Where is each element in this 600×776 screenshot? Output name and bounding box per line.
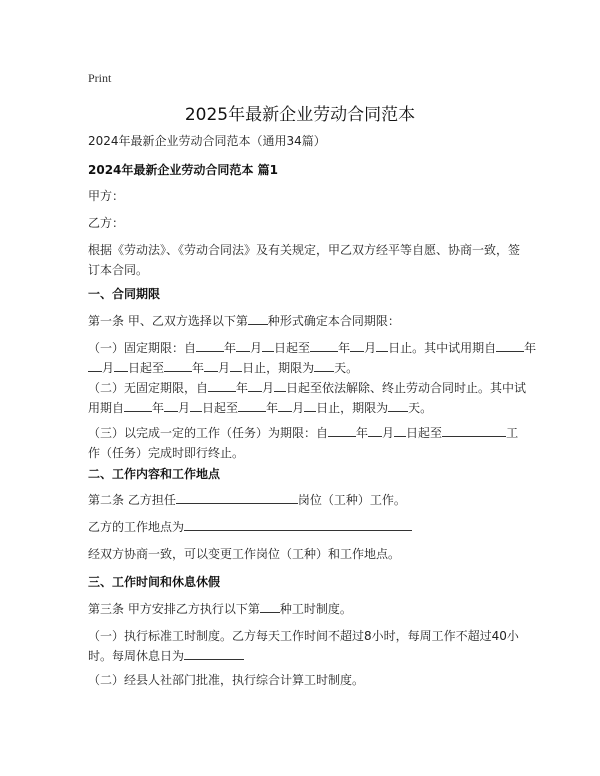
- blank-field: [278, 398, 292, 412]
- blank-field: [248, 378, 262, 392]
- work-place-line: [88, 517, 528, 537]
- blank-field: [262, 338, 274, 352]
- blank-field: [260, 599, 280, 613]
- blank-field: [114, 358, 128, 372]
- blank-field: [314, 358, 334, 372]
- text: 月: [292, 401, 305, 415]
- text: 日止。其中试用期自: [388, 341, 497, 355]
- text: 时。每周休息日为: [88, 649, 185, 663]
- part-title: 2024年最新企业劳动合同范本 篇1: [88, 163, 278, 177]
- blank-field: [248, 311, 268, 325]
- blank-field: [350, 338, 364, 352]
- text: 乙方的工作地点为: [88, 520, 185, 534]
- standard-hours-line-1: （一）执行标准工时制度。乙方每天工作时间不超过8小时，每周工作不超过40小: [88, 629, 519, 643]
- text: 天。: [334, 361, 359, 375]
- text: （二）无固定期限，自: [88, 381, 209, 395]
- blank-field: [208, 378, 236, 392]
- work-place-blank: [184, 517, 412, 531]
- open-term-line-2: [88, 398, 528, 418]
- text: 日止，期限为: [242, 361, 315, 375]
- text: 月: [250, 341, 263, 355]
- text: 种工时制度。: [279, 602, 352, 616]
- blank-field: [368, 423, 382, 437]
- blank-field: [376, 338, 388, 352]
- text: 日起至: [202, 401, 239, 415]
- blank-field: [394, 423, 406, 437]
- rest-day-blank: [184, 646, 244, 660]
- text: 日起至: [274, 341, 311, 355]
- text: 第三条 甲方安排乙方执行以下第: [88, 602, 260, 616]
- text: 用期自: [88, 401, 125, 415]
- text: （一）固定期限：自: [88, 341, 197, 355]
- text: 工: [506, 426, 519, 440]
- text: 岗位（工种）工作。: [297, 493, 406, 507]
- blank-field: [310, 338, 338, 352]
- blank-field: [388, 398, 408, 412]
- text: 年: [338, 341, 351, 355]
- blank-field: [274, 378, 286, 392]
- text: 第二条 乙方担任: [88, 493, 176, 507]
- blank-field: [196, 338, 224, 352]
- blank-field: [190, 398, 202, 412]
- blank-field: [304, 398, 316, 412]
- task-term-line-2: 作（任务）完成时即行终止。: [88, 446, 245, 460]
- text: 年: [356, 426, 369, 440]
- article-1-text-a: 第一条 甲、乙双方选择以下第: [88, 314, 248, 328]
- task-term-line-1: [88, 423, 528, 443]
- standard-hours-line-2: [88, 646, 528, 666]
- print-link[interactable]: Print: [88, 71, 112, 85]
- article-3: [88, 599, 528, 619]
- blank-field: [230, 358, 242, 372]
- blank-field: [164, 398, 178, 412]
- blank-field: [204, 358, 218, 372]
- blank-field: [238, 398, 266, 412]
- text: 年: [524, 341, 537, 355]
- blank-field: [442, 423, 506, 437]
- open-term-line-1: [88, 378, 528, 398]
- blank-field: [496, 338, 524, 352]
- section-2-heading: 二、工作内容和工作地点: [88, 467, 221, 481]
- text: 月: [218, 361, 231, 375]
- text: （三）以完成一定的工作（任务）为期限：自: [88, 426, 329, 440]
- party-a-label: 甲方：: [88, 189, 125, 203]
- text: 日起至依法解除、终止劳动合同时止。其中试: [286, 381, 527, 395]
- fixed-term-line-2: [88, 358, 528, 378]
- change-line: 经双方协商一致，可以变更工作岗位（工种）和工作地点。: [88, 547, 401, 561]
- position-blank: [176, 490, 298, 504]
- text: 年: [152, 401, 165, 415]
- article-2: [88, 490, 528, 510]
- party-b-label: 乙方：: [88, 216, 125, 230]
- fixed-term-line-1: [88, 338, 537, 358]
- section-3-heading: 三、工作时间和休息休假: [88, 575, 221, 589]
- text: 年: [192, 361, 205, 375]
- article-1: [88, 311, 528, 331]
- text: 月: [364, 341, 377, 355]
- article-1-text-b: 种形式确定本合同期限：: [267, 314, 400, 328]
- blank-field: [328, 423, 356, 437]
- text: 天。: [408, 401, 433, 415]
- intro-paragraph: 根据《劳动法》、《劳动合同法》及有关规定，甲乙双方经平等自愿、协商一致，签订本合同。: [88, 243, 521, 277]
- section-1-heading: 一、合同期限: [88, 287, 161, 301]
- comprehensive-hours-line: （二）经县人社部门批准，执行综合计算工时制度。: [88, 673, 365, 687]
- text: 年: [266, 401, 279, 415]
- text: 月: [102, 361, 115, 375]
- text: 年: [236, 381, 249, 395]
- text: 日起至: [128, 361, 165, 375]
- blank-field: [164, 358, 192, 372]
- text: 年: [224, 341, 237, 355]
- text: 月: [382, 426, 395, 440]
- blank-field: [88, 358, 102, 372]
- text: 月: [178, 401, 191, 415]
- text: 日止，期限为: [316, 401, 389, 415]
- blank-field: [236, 338, 250, 352]
- blank-field: [124, 398, 152, 412]
- subtitle: 2024年最新企业劳动合同范本（通用34篇）: [88, 134, 326, 148]
- text: 日起至: [406, 426, 443, 440]
- document-title: 2025年最新企业劳动合同范本: [184, 105, 416, 125]
- text: 月: [262, 381, 275, 395]
